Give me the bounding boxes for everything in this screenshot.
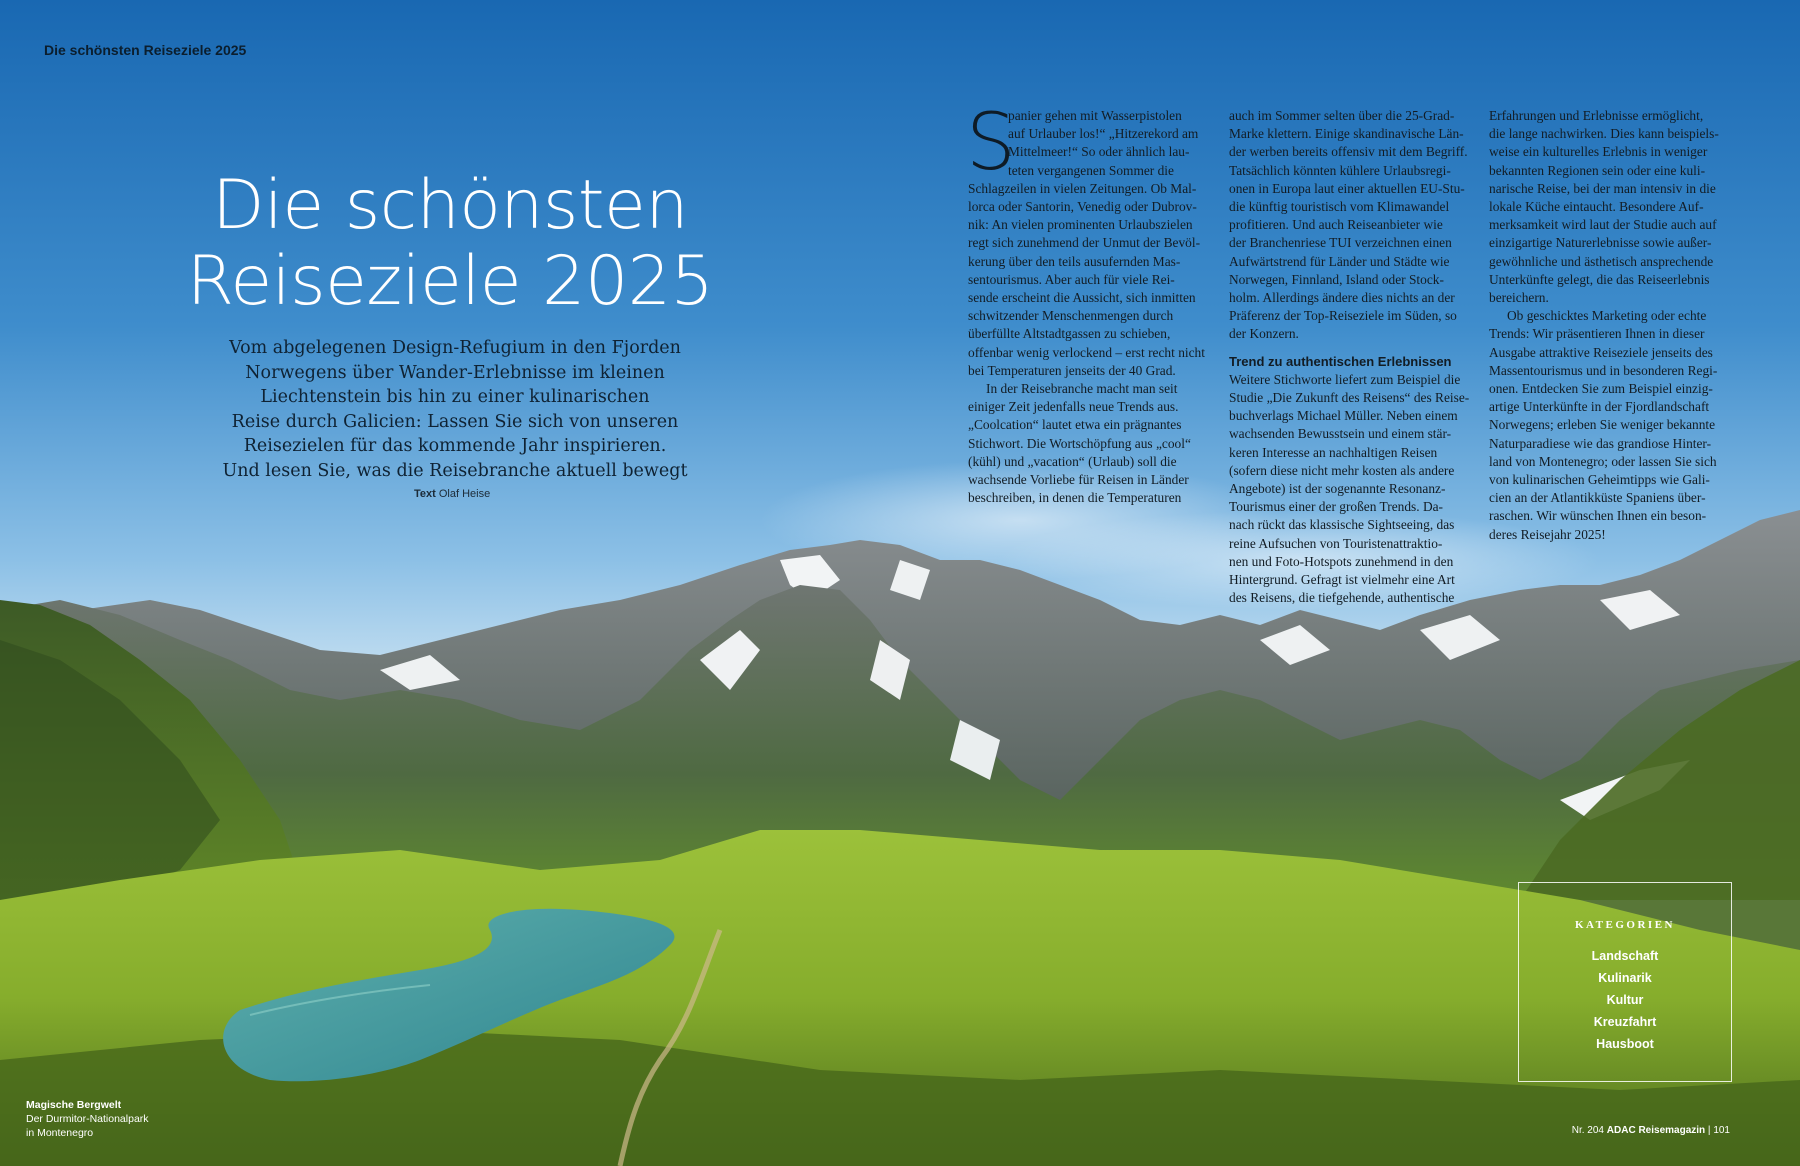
- text-line: Norwegen, Finnland, Island oder Stock-: [1229, 271, 1444, 287]
- text-line: der Branchenriese TUI verzeichnen einen: [1229, 235, 1452, 251]
- intro-paragraph: [210, 336, 700, 483]
- intro-line: Reise durch Galicien: Lassen Sie sich von unseren: [231, 411, 679, 432]
- text-line: Weitere Stichworte liefert zum Beispiel die: [1229, 371, 1461, 387]
- caption-title: Magische Bergwelt: [26, 1099, 122, 1111]
- text-line: (kühl) und „vacation“ (Urlaub) soll die: [968, 453, 1177, 469]
- text-line: lorca oder Santorin, Venedig oder Dubrov-: [968, 199, 1197, 215]
- text-line: Mittelmeer!“ So oder ähnlich lau-: [1008, 144, 1190, 160]
- subheading: Trend zu authentischen Erlebnissen: [1229, 353, 1452, 369]
- intro-line: Reisezielen für das kommende Jahr inspirieren.: [243, 436, 667, 456]
- text-line: raschen. Wir wünschen Ihnen ein beson-: [1489, 508, 1707, 524]
- text-line: bei Temperaturen jenseits der 40 Grad.: [968, 362, 1176, 378]
- byline-author: Olaf Heise: [438, 488, 491, 500]
- intro-line: Liechtenstein bis hin zu einer kulinarischen: [260, 387, 650, 407]
- byline: [414, 488, 490, 500]
- intro-line: Und lesen Sie, was die Reisebranche aktuell bewegt: [222, 460, 688, 481]
- categories-list: [1519, 945, 1731, 1055]
- text-line: In der Reisebranche macht man seit: [986, 381, 1178, 397]
- intro-line: Norwegens über Wander-Erlebnisse im kleinen: [245, 362, 665, 383]
- article-column-3: [1489, 107, 1741, 544]
- text-line: die künftig touristisch vom Klimawandel: [1229, 199, 1450, 215]
- byline-label: Text: [414, 488, 436, 500]
- text-line: Tatsächlich könnten kühlere Urlaubsregi-: [1229, 162, 1451, 178]
- text-line: auch im Sommer selten über die 25-Grad-: [1229, 108, 1455, 123]
- category-item[interactable]: Kultur: [1606, 993, 1644, 1007]
- text-line: holm. Allerdings ändere dies nichts an der: [1229, 290, 1455, 306]
- photo-caption: [26, 1098, 149, 1140]
- category-item[interactable]: Hausboot: [1596, 1037, 1654, 1051]
- article-column-1: [968, 107, 1220, 507]
- text-line: der werben bereits offensiv mit dem Begriff.: [1229, 144, 1468, 160]
- folio-issue: Nr. 204: [1571, 1125, 1604, 1136]
- text-line: land von Montenegro; oder lassen Sie sich: [1489, 453, 1717, 469]
- text-line: panier gehen mit Wasserpistolen: [1008, 108, 1182, 123]
- text-line: des Reisens, die tiefgehende, authentische: [1229, 590, 1455, 606]
- category-item[interactable]: Kulinarik: [1598, 971, 1652, 985]
- text-line: überfüllte Altstadtgassen zu schieben,: [968, 326, 1171, 342]
- text-line: Ob geschicktes Marketing oder echte: [1507, 308, 1707, 324]
- text-line: narische Reise, bei der man intensiv in die: [1489, 180, 1716, 196]
- text-line: weise ein kulturelles Erlebnis in weniger: [1489, 144, 1708, 160]
- text-line: onen. Entdecken Sie zum Beispiel einzig-: [1489, 381, 1713, 397]
- folio-magazine: ADAC Reisemagazin: [1606, 1125, 1706, 1136]
- text-line: Erfahrungen und Erlebnisse ermöglicht,: [1489, 108, 1704, 123]
- headline-line-1: Die schönsten: [212, 166, 688, 245]
- text-line: Tourismus einer der großen Trends. Da-: [1229, 499, 1444, 515]
- text-line: reine Aufsuchen von Touristenattraktio-: [1229, 535, 1443, 551]
- text-line: wachsenden Bewusstsein und einem stär-: [1229, 426, 1452, 442]
- text-line: artige Unterkünfte in der Fjordlandschaft: [1489, 399, 1710, 415]
- text-line: sende erscheint die Aussicht, sich inmitten: [968, 290, 1196, 306]
- article-column-2: [1229, 107, 1481, 607]
- text-line: auf Urlauber los!“ „Hitzerekord am: [1008, 126, 1199, 142]
- headline: [120, 168, 780, 320]
- text-line: teten vergangenen Sommer die: [1008, 162, 1174, 178]
- text-line: Trends: Wir präsentieren Ihnen in dieser: [1489, 326, 1705, 342]
- category-item[interactable]: Landschaft: [1591, 949, 1659, 963]
- text-line: bekannten Regionen sein oder eine kuli-: [1489, 162, 1706, 178]
- text-line: buchverlags Michael Müller. Neben einem: [1229, 408, 1458, 424]
- paragraph-gap: [1229, 344, 1481, 353]
- text-line: nach rückt das klassische Sightseeing, das: [1229, 517, 1455, 533]
- category-item[interactable]: Kreuzfahrt: [1593, 1015, 1657, 1029]
- text-line: sentourismus. Aber auch für viele Rei-: [968, 271, 1175, 287]
- text-line: deres Reisejahr 2025!: [1489, 526, 1606, 542]
- text-line: beschreiben, in denen die Temperaturen: [968, 490, 1182, 506]
- text-line: nen und Foto-Hotspots zunehmend in den: [1229, 553, 1454, 569]
- caption-line-1: Der Durmitor-Nationalpark: [26, 1113, 149, 1125]
- text-line: Ausgabe attraktive Reiseziele jenseits des: [1489, 344, 1713, 360]
- text-line: Unterkünfte gelegt, die das Reiseerlebnis: [1489, 271, 1710, 287]
- text-line: Präferenz der Top-Reiseziele im Süden, so: [1229, 308, 1457, 324]
- text-line: einzigartige Naturerlebnisse sowie außer-: [1489, 235, 1712, 251]
- categories-box: [1518, 882, 1732, 1082]
- text-line: onen in Europa laut einer aktuellen EU-Stu-: [1229, 180, 1465, 196]
- text-line: Naturparadiese wie das grandiose Hinter-: [1489, 435, 1712, 451]
- caption-line-2: in Montenegro: [26, 1127, 94, 1139]
- text-line: profitieren. Und auch Reiseanbieter wie: [1229, 217, 1443, 233]
- text-line: regt sich zunehmend der Unmut der Bevöl-: [968, 235, 1201, 251]
- text-line: Norwegens; erleben Sie weniger bekannte: [1489, 417, 1716, 433]
- text-line: Stichwort. Die Wortschöpfung aus „cool“: [968, 435, 1191, 451]
- text-line: Massentourismus und in besonderen Regi-: [1489, 362, 1718, 378]
- text-line: cien an der Atlantikküste Spaniens über-: [1489, 490, 1706, 506]
- folio-page: 101: [1713, 1125, 1730, 1136]
- intro-line: Vom abgelegenen Design-Refugium in den Fjorden: [229, 338, 681, 358]
- text-line: Studie „Die Zukunft des Reisens“ des Reise-: [1229, 390, 1470, 406]
- text-line: gewöhnliche und ästhetisch ansprechende: [1489, 253, 1714, 269]
- section-label: Die schönsten Reiseziele 2025: [44, 42, 247, 58]
- text-line: Angebote) ist der sogenannte Resonanz-: [1229, 481, 1446, 497]
- text-line: merksamkeit wird laut der Studie auch auf: [1489, 217, 1717, 233]
- text-line: die lange nachwirken. Dies kann beispiels-: [1489, 126, 1719, 142]
- text-line: bereichern.: [1489, 290, 1549, 306]
- folio: [1572, 1125, 1730, 1136]
- categories-title: KATEGORIEN: [1575, 919, 1675, 931]
- text-line: „Coolcation“ lautet etwa ein prägnantes: [968, 417, 1182, 433]
- text-line: von kulinarischen Geheimtipps wie Gali-: [1489, 472, 1710, 488]
- text-line: Marke klettern. Einige skandinavische Län-: [1229, 126, 1464, 142]
- text-line: (sofern diese nicht mehr kosten als andere: [1229, 462, 1455, 478]
- drop-cap: S: [966, 98, 1016, 188]
- text-line: keren Interesse an nachhaltigen Reisen: [1229, 444, 1438, 460]
- text-line: Aufwärtstrend für Länder und Städte wie: [1229, 253, 1450, 269]
- text-line: einiger Zeit jedenfalls neue Trends aus.: [968, 399, 1179, 415]
- text-line: schwitzender Menschenmengen durch: [968, 308, 1174, 324]
- text-line: nik: An vielen prominenten Urlaubszielen: [968, 217, 1193, 233]
- text-line: der Konzern.: [1229, 326, 1299, 342]
- headline-line-2: Reiseziele 2025: [186, 242, 714, 321]
- text-line: lokale Küche eintaucht. Besondere Auf-: [1489, 199, 1704, 215]
- text-line: kerung über den teils ausufernden Mas-: [968, 253, 1181, 269]
- text-line: Schlagzeilen in vielen Zeitungen. Ob Mal-: [968, 180, 1197, 196]
- folio-separator: |: [1707, 1125, 1711, 1136]
- text-line: wachsende Vorliebe für Reisen in Länder: [968, 472, 1189, 488]
- text-line: offenbar wenig verlockend – erst recht nicht: [968, 344, 1205, 360]
- text-line: Hintergrund. Gefragt ist vielmehr eine Art: [1229, 572, 1455, 588]
